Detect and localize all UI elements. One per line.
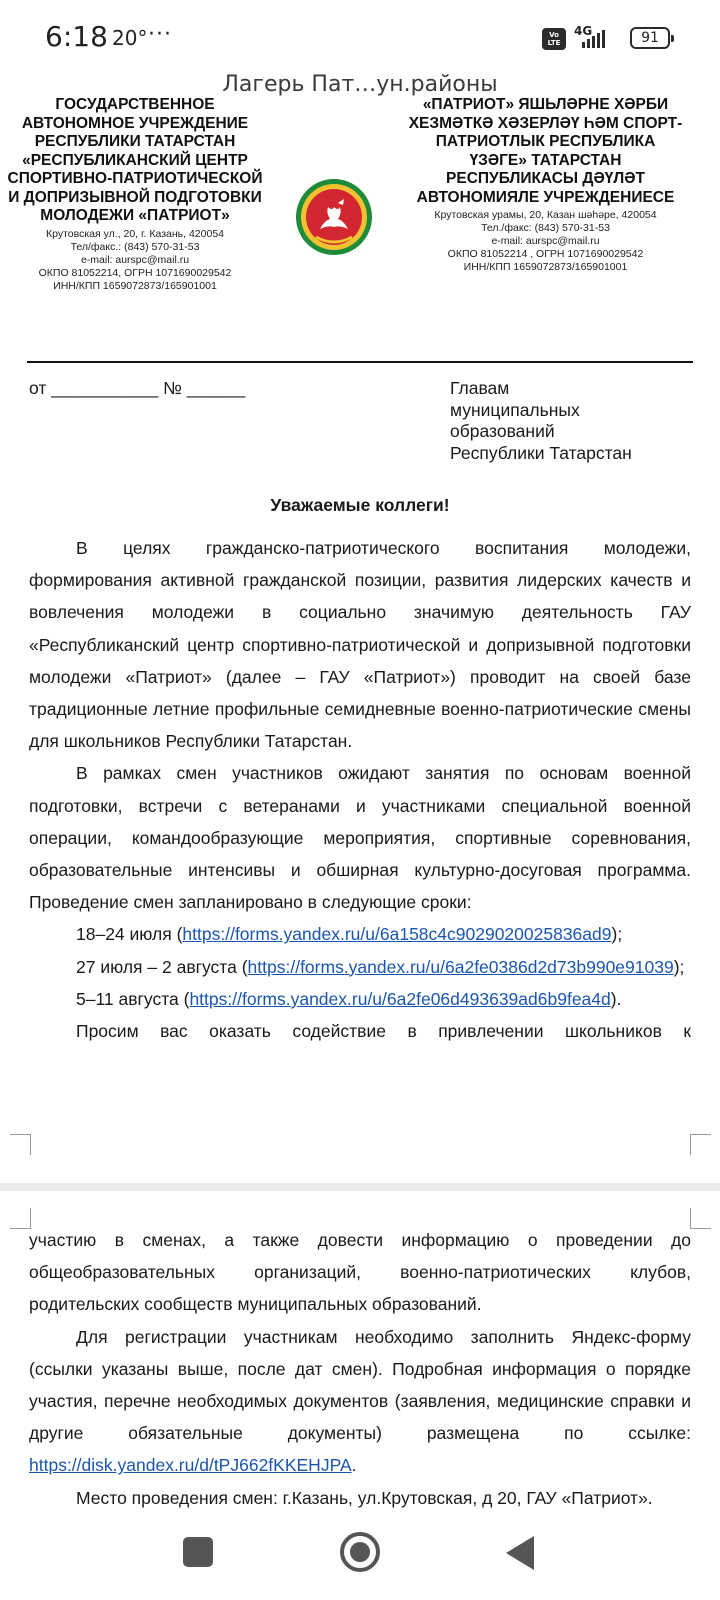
page-corner-mark (10, 1134, 31, 1155)
shift-3-form-link[interactable]: https://forms.yandex.ru/u/6a2fe06d493639ad6b9fea4d (189, 988, 611, 1009)
shift-2-form-link[interactable]: https://forms.yandex.ru/u/6a2fe0386d2d73b990e91039 (247, 956, 674, 977)
status-bar (0, 0, 720, 78)
contacts-ru: Крутовская ул., 20, г. Казань, 420054 Тел/факс.: (843) 570-31-53 e-mail: aurspc@mail.ru ОКПО 81052214, ОГРН 1071690029542 ИНН/КПП 1659072873/165901001 (38, 227, 232, 292)
addressee: Главам муниципальных образований Республики Татарстан (450, 378, 632, 463)
back-button[interactable] (506, 1536, 534, 1570)
page-corner-mark (690, 1134, 711, 1155)
paragraph-program: В рамках смен участников ожидают занятия по основам военной подготовки, встречи с ветеранами и участниками специальной военной операции, командообразующие мероприятия, спортивные соревнования, образовательные интенсивы и обширная культурно-досуговая программа. Проведение смен запланировано в следующие сроки: (29, 763, 691, 913)
greeting: Уважаемые коллеги! (270, 495, 450, 515)
page-corner-mark (10, 1208, 31, 1229)
shift-2: 27 июля – 2 августа (https://forms.yandex.ru/u/6a2fe0386d2d73b990e91039); (76, 956, 685, 977)
page-break (0, 1183, 720, 1191)
documents-disk-link[interactable]: https://disk.yandex.ru/d/tPJ662fKKEHJPA (29, 1455, 352, 1476)
temperature: 20° (112, 26, 148, 50)
letter-body-page2 (29, 1224, 691, 1514)
header-divider (27, 361, 693, 363)
recent-apps-button[interactable] (183, 1537, 213, 1567)
paragraph-registration: Для регистрации участникам необходимо заполнить Яндекс-форму (ссылки указаны выше, после дат смен). Подробная информация о порядке участия, перечне необходимых документов (заявления, медицинские справки и другие обязательные документы) размещена по ссылке: https://disk.yandex.ru/d/tPJ662fKKEHJPA. (29, 1326, 691, 1476)
letter-number-line: от ___________ № ______ (29, 378, 246, 398)
more-notifications-icon: ··· (148, 22, 172, 47)
shift-1: 18–24 июля (https://forms.yandex.ru/u/6a158c4c9029020025836ad9); (76, 924, 623, 945)
coat-of-arms-icon (294, 177, 374, 257)
paragraph-purpose: В целях гражданско-патриотического воспитания молодежи, формирования активной гражданской позиции, развития лидерских качеств и вовлечения молодежи в социально значимую деятельность ГАУ «Республиканский центр спортивно-патриотической и допризывной подготовки молодежи «Патриот» (далее – ГАУ «Патриот») проводит на своей базе традиционные летние профильные семидневные военно-патриотические смены для школьников Республики Татарстан. (29, 538, 691, 752)
home-button[interactable] (340, 1532, 380, 1572)
paragraph-request-cont: участию в сменах, а также довести информацию о проведении до общеобразовательных организаций, военно-патриотических клубов, родительских сообществ муниципальных образований. (29, 1230, 691, 1315)
paragraph-location: Место проведения смен: г.Казань, ул.Крутовская, д 20, ГАУ «Патриот». (76, 1487, 653, 1508)
shift-3: 5–11 августа (https://forms.yandex.ru/u/6a2fe06d493639ad6b9fea4d). (76, 988, 622, 1009)
letterhead-right (408, 96, 683, 274)
clock: 6:18 (45, 20, 108, 53)
organization-name-tt: «ПАТРИОТ» ЯШЬЛӘРНЕ ХӘРБИ ХЕЗМӘТКӘ ХӘЗЕРЛӘҮ ҺӘМ СПОРТ-ПАТРИОТЛЫК РЕСПУБЛИКА ҮЗӘГЕ» ТАТАРСТАН РЕСПУБЛИКАСЫ ДӘҮЛӘТ АВТОНОМИЯЛЕ УЧРЕЖДЕНИЕСЕ (408, 96, 683, 206)
network-type: 4G (574, 24, 593, 38)
battery-icon: 91 (630, 27, 670, 49)
volte-icon: Vo LTE (542, 28, 566, 50)
page-corner-mark (690, 1208, 711, 1229)
letter-body-page1 (29, 532, 691, 1047)
document-title: Лагерь Пат…ун.районы (222, 72, 498, 97)
organization-name-ru: ГОСУДАРСТВЕННОЕ АВТОНОМНОЕ УЧРЕЖДЕНИЕ РЕСПУБЛИКИ ТАТАРСТАН «РЕСПУБЛИКАНСКИЙ ЦЕНТР СПОРТИВНО-ПАТРИОТИЧЕСКОЙ И ДОПРИЗЫВНОЙ ПОДГОТОВКИ МОЛОДЕЖИ «ПАТРИОТ» (7, 96, 263, 224)
contacts-tt: Крутовская урамы, 20, Казан шәһәре, 420054 Тел./факс: (843) 570-31-53 e-mail: aurspc@mail.ru ОКПО 81052214 , ОГРН 1071690029542 ИНН/КПП 1659072873/165901001 (434, 209, 657, 273)
paragraph-request-start: Просим вас оказать содействие в привлечении школьников к (76, 1021, 691, 1042)
letterhead-left (0, 96, 270, 293)
system-navigation-bar (0, 1505, 720, 1600)
signal-icon (576, 28, 610, 50)
shift-1-form-link[interactable]: https://forms.yandex.ru/u/6a158c4c9029020025836ad9 (182, 924, 612, 945)
